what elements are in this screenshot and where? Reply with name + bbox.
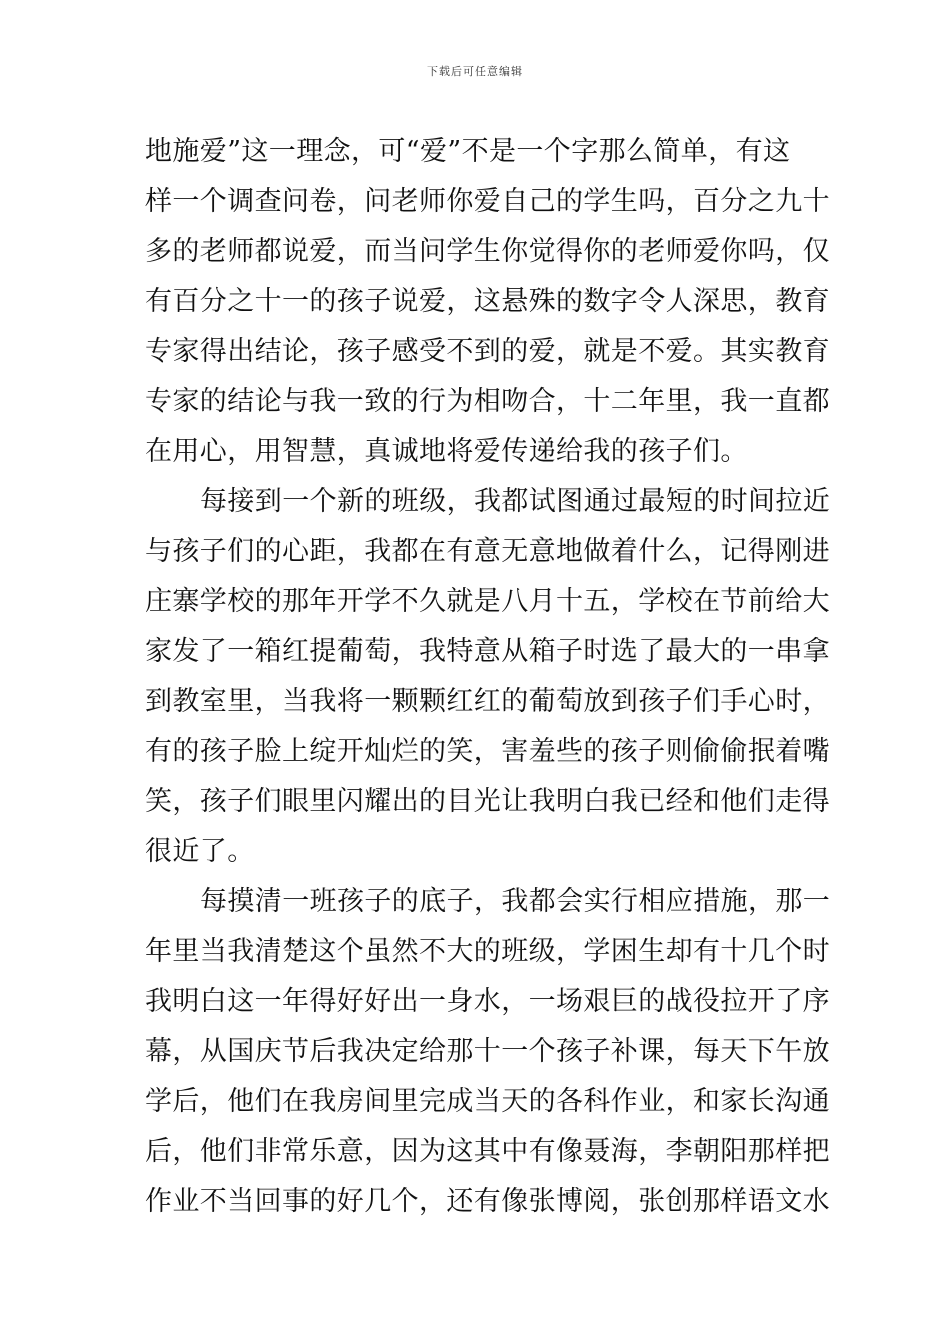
- text-line: 学后，他们在我房间里完成当天的各科作业，和家长沟通: [145, 1086, 830, 1117]
- document-body: [145, 127, 831, 1227]
- paragraph-3: [145, 877, 831, 1227]
- text-line: 作业不当回事的好几个，还有像张博阅，张创那样语文水: [145, 1186, 830, 1217]
- text-line: 每摸清一班孩子的底子，我都会实行相应措施，那一: [200, 886, 831, 917]
- text-line: 地施爱”这一理念，可“爱”不是一个字那么简单，有这: [145, 136, 791, 167]
- text-line: 到教室里，当我将一颗颗红红的葡萄放到孩子们手心时，: [145, 686, 830, 717]
- text-line: 笑，孩子们眼里闪耀出的目光让我明白我已经和他们走得: [145, 786, 830, 817]
- paragraph-1: [145, 127, 830, 477]
- text-line: 年里当我清楚这个虽然不大的班级，学困生却有十几个时: [145, 936, 830, 967]
- text-line: 专家得出结论，孩子感受不到的爱，就是不爱。其实教育: [145, 336, 830, 367]
- text-line: 庄寨学校的那年开学不久就是八月十五，学校在节前给大: [145, 586, 830, 617]
- text-line: 我明白这一年得好好出一身水，一场艰巨的战役拉开了序: [145, 986, 830, 1017]
- text-line: 幕，从国庆节后我决定给那十一个孩子补课，每天下午放: [145, 1036, 830, 1067]
- text-line: 每接到一个新的班级，我都试图通过最短的时间拉近: [200, 486, 831, 517]
- text-line: 样一个调查问卷，问老师你爱自己的学生吗，百分之九十: [145, 186, 830, 217]
- text-line: 有百分之十一的孩子说爱，这悬殊的数字令人深思，教育: [145, 286, 830, 317]
- text-line: 后，他们非常乐意，因为这其中有像聂海，李朝阳那样把: [145, 1136, 830, 1167]
- paragraph-2: [145, 477, 831, 877]
- text-line: 有的孩子脸上绽开灿烂的笑，害羞些的孩子则偷偷抿着嘴: [145, 736, 830, 767]
- text-line: 家发了一箱红提葡萄，我特意从箱子时选了最大的一串拿: [145, 636, 830, 667]
- text-line: 专家的结论与我一致的行为相吻合，十二年里，我一直都: [145, 386, 830, 417]
- text-line: 与孩子们的心距，我都在有意无意地做着什么，记得刚进: [145, 536, 830, 567]
- text-line: 在用心，用智慧，真诚地将爱传递给我的孩子们。: [145, 436, 748, 467]
- page-header: 下载后可任意编辑: [427, 65, 523, 78]
- text-line: 很近了。: [145, 836, 255, 867]
- text-line: 多的老师都说爱，而当问学生你觉得你的老师爱你吗，仅: [145, 236, 830, 267]
